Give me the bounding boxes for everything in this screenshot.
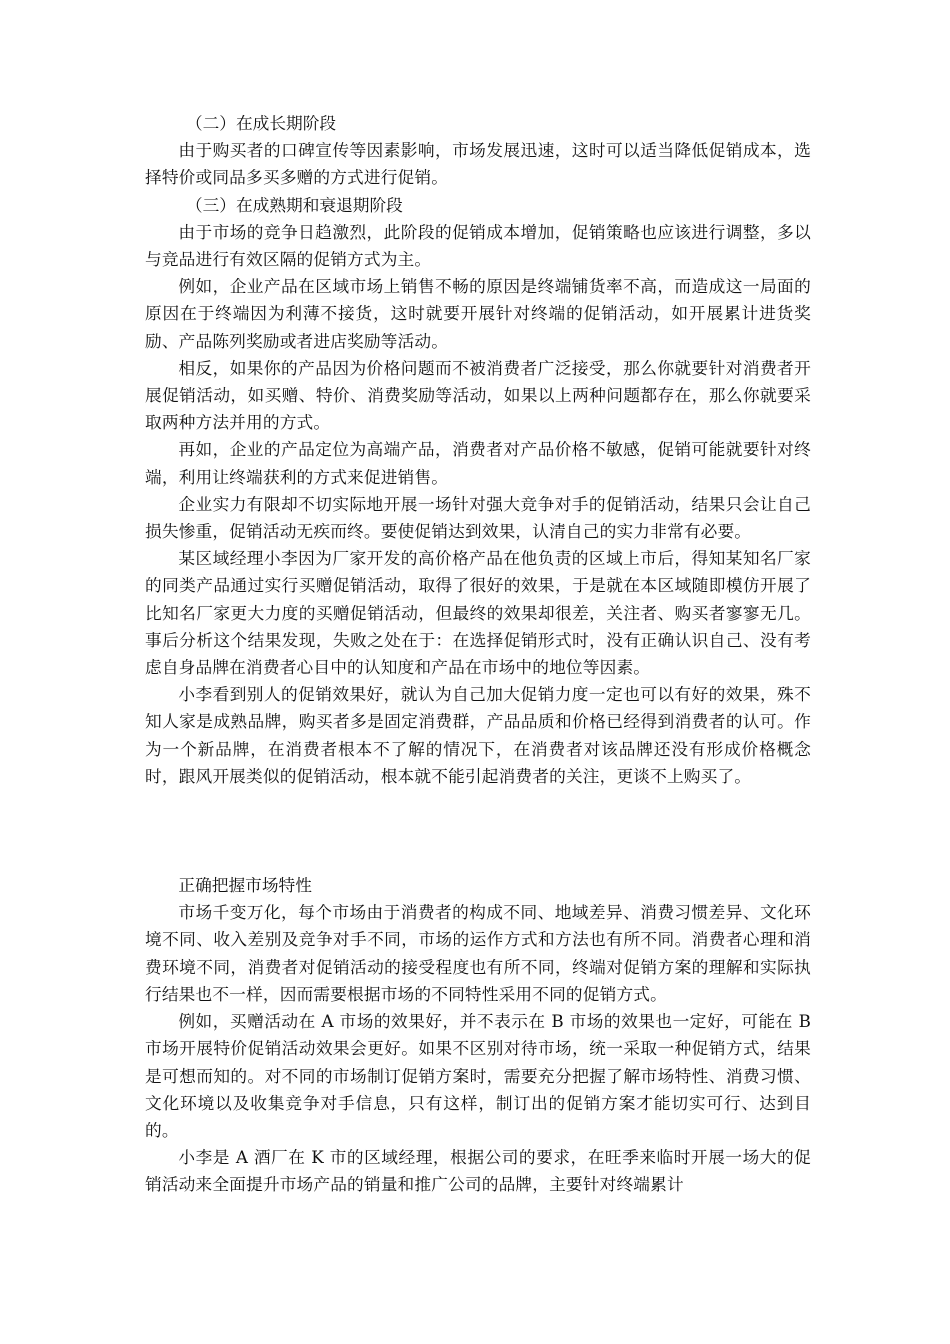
section-gap <box>145 790 811 872</box>
document-page <box>145 110 811 1199</box>
paragraph: 由于市场的竞争日趋激烈，此阶段的促销成本增加，促销策略也应该进行调整，多以与竞品进行有效区隔的促销方式为主。 <box>145 221 811 270</box>
paragraph: 再如，企业的产品定位为高端产品，消费者对产品价格不敏感，促销可能就要针对终端，利用让终端获利的方式来促进销售。 <box>145 439 811 487</box>
paragraph: 例如，企业产品在区域市场上销售不畅的原因是终端铺货率不高，而造成这一局面的原因在于终端因为利薄不接货，这时就要开展针对终端的促销活动，如开展累计进货奖励、产品陈列奖励或者进店奖励等活动。 <box>145 276 811 351</box>
paragraph: 企业实力有限却不切实际地开展一场针对强大竞争对手的促销活动，结果只会让自己损失惨重，促销活动无疾而终。要使促销达到效果，认清自己的实力非常有必要。 <box>145 493 811 542</box>
paragraph: 市场千变万化，每个市场由于消费者的构成不同、地域差异、消费习惯差异、文化环境不同、收入差别及竞争对手不同，市场的运作方式和方法也有所不同。消费者心理和消费环境不同，消费者对促销活动的接受程度也有所不同，终端对促销方案的理解和实际执行结果也不一样，因而需要根据市场的不同特性采用不同的促销方式。 <box>145 902 811 1004</box>
paragraph: 例如，买赠活动在 A 市场的效果好，并不表示在 B 市场的效果也一定好，可能在 B 市场开展特价促销活动效果会更好。如果不区别对待市场，统一采取一种促销方式，结果是可想而知的。对不同的市场制订促销方案时，需要充分把握了解市场特性、消费习惯、文化环境以及收集竞争对手信息，只有这样，制订出的促销方案才能切实可行、达到目的。 <box>145 1011 811 1140</box>
paragraph: 小李看到别人的促销效果好，就认为自己加大促销力度一定也可以有好的效果，殊不知人家是成熟品牌，购买者多是固定消费群，产品品质和价格已经得到消费者的认可。作为一个新品牌，在消费者根本不了解的情况下，在消费者对该品牌还没有形成价格概念时，跟风开展类似的促销活动，根本就不能引起消费者的关注，更谈不上购买了。 <box>145 684 811 786</box>
paragraph: 某区域经理小李因为厂家开发的高价格产品在他负责的区域上市后，得知某知名厂家的同类产品通过实行买赠促销活动，取得了很好的效果，于是就在本区域随即模仿开展了比知名厂家更大力度的买赠促销活动，但最终的效果却很差，关注者、购买者寥寥无几。事后分析这个结果发现，失败之处在于：在选择促销形式时，没有正确认识自己、没有考虑自身品牌在消费者心目中的认知度和产品在市场中的地位等因素。 <box>145 548 811 678</box>
paragraph: 小李是 A 酒厂在 K 市的区域经理，根据公司的要求，在旺季来临时开展一场大的促销活动来全面提升市场产品的销量和推广公司的品牌，主要针对终端累计 <box>145 1147 811 1195</box>
section-heading-maturity: （三）在成熟期和衰退期阶段 <box>185 194 403 215</box>
paragraph: 由于购买者的口碑宣传等因素影响，市场发展迅速，这时可以适当降低促销成本，选择特价或同品多买多赠的方式进行促销。 <box>145 140 811 188</box>
section-heading-market: 正确把握市场特性 <box>178 875 312 896</box>
section-heading-growth: （二）在成长期阶段 <box>185 113 337 133</box>
paragraph: 相反，如果你的产品因为价格问题而不被消费者广泛接受，那么你就要针对消费者开展促销活动，如买赠、特价、消费奖励等活动，如果以上两种问题都存在，那么你就要采取两种方法并用的方式。 <box>145 357 811 433</box>
